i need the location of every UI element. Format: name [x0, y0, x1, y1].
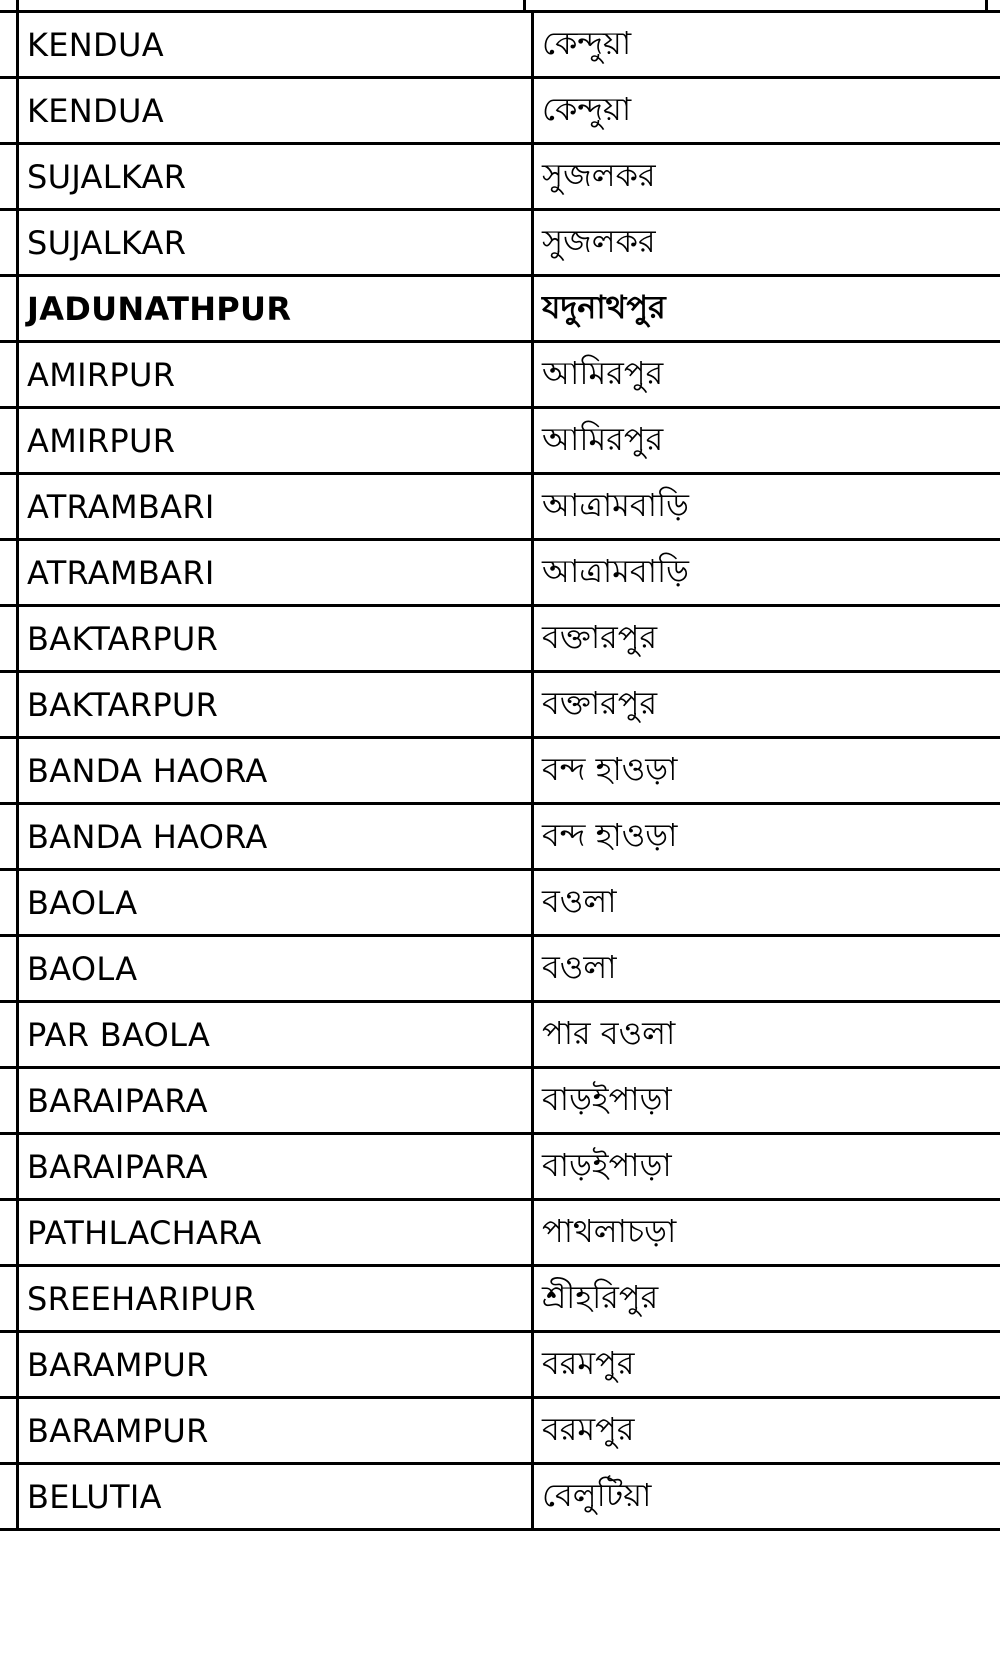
table-row	[0, 12, 1000, 78]
place-names-table	[0, 10, 1000, 1531]
english-name-cell: BANDA HAORA	[18, 804, 533, 870]
row-margin-cell	[0, 804, 18, 870]
table-row	[0, 210, 1000, 276]
bengali-name-cell: সুজলকর	[533, 144, 1000, 210]
english-name-cell: BARAMPUR	[18, 1398, 533, 1464]
english-name-cell: BAKTARPUR	[18, 672, 533, 738]
bengali-name-cell: বন্দ হাওড়া	[533, 738, 1000, 804]
table-row	[0, 738, 1000, 804]
table-row	[0, 1464, 1000, 1530]
english-name-cell: AMIRPUR	[18, 408, 533, 474]
english-name-cell: ATRAMBARI	[18, 540, 533, 606]
table-row	[0, 672, 1000, 738]
bengali-name-cell: কেন্দুয়া	[533, 12, 1000, 78]
bengali-name-cell: বেলুটিয়া	[533, 1464, 1000, 1530]
table-row	[0, 1002, 1000, 1068]
english-name-cell: KENDUA	[18, 12, 533, 78]
bengali-name-cell: বন্দ হাওড়া	[533, 804, 1000, 870]
bengali-name-cell: আমিরপুর	[533, 342, 1000, 408]
row-margin-cell	[0, 870, 18, 936]
row-margin-cell	[0, 1134, 18, 1200]
bengali-name-cell: পার বওলা	[533, 1002, 1000, 1068]
english-name-cell: PAR BAOLA	[18, 1002, 533, 1068]
bengali-name-cell: সুজলকর	[533, 210, 1000, 276]
row-margin-cell	[0, 606, 18, 672]
row-margin-cell	[0, 1464, 18, 1530]
bengali-name-cell: আমিরপুর	[533, 408, 1000, 474]
bengali-name-cell: আত্রামবাড়ি	[533, 540, 1000, 606]
row-margin-cell	[0, 12, 18, 78]
row-margin-cell	[0, 1068, 18, 1134]
row-margin-cell	[0, 1200, 18, 1266]
english-name-cell: BARAMPUR	[18, 1332, 533, 1398]
table-row	[0, 78, 1000, 144]
english-name-cell: ATRAMBARI	[18, 474, 533, 540]
table-row	[0, 144, 1000, 210]
table-row	[0, 1266, 1000, 1332]
bengali-name-cell: বরমপুর	[533, 1332, 1000, 1398]
table-row	[0, 1068, 1000, 1134]
table-row	[0, 1200, 1000, 1266]
table-row	[0, 606, 1000, 672]
row-margin-cell	[0, 540, 18, 606]
table-row	[0, 408, 1000, 474]
row-margin-cell	[0, 1002, 18, 1068]
row-margin-cell	[0, 474, 18, 540]
english-name-cell: BARAIPARA	[18, 1068, 533, 1134]
english-name-cell: AMIRPUR	[18, 342, 533, 408]
table-top-divider	[523, 0, 526, 10]
row-margin-cell	[0, 342, 18, 408]
table-row	[0, 474, 1000, 540]
table-row	[0, 936, 1000, 1002]
table-row	[0, 1134, 1000, 1200]
row-margin-cell	[0, 1266, 18, 1332]
bengali-name-cell: বাড়ইপাড়া	[533, 1134, 1000, 1200]
row-margin-cell	[0, 672, 18, 738]
bengali-name-cell: বাড়ইপাড়া	[533, 1068, 1000, 1134]
table-row	[0, 342, 1000, 408]
table-row	[0, 804, 1000, 870]
table-row	[0, 1332, 1000, 1398]
bengali-name-cell: কেন্দুয়া	[533, 78, 1000, 144]
table-row	[0, 870, 1000, 936]
bengali-name-cell: আত্রামবাড়ি	[533, 474, 1000, 540]
bengali-name-cell: যদুনাথপুর	[533, 276, 1000, 342]
bengali-name-cell: বওলা	[533, 870, 1000, 936]
row-margin-cell	[0, 936, 18, 1002]
english-name-cell: KENDUA	[18, 78, 533, 144]
row-margin-cell	[0, 738, 18, 804]
english-name-cell: SUJALKAR	[18, 210, 533, 276]
row-margin-cell	[0, 1398, 18, 1464]
row-margin-cell	[0, 78, 18, 144]
row-margin-cell	[0, 408, 18, 474]
english-name-cell: BAOLA	[18, 936, 533, 1002]
bengali-name-cell: বরমপুর	[533, 1398, 1000, 1464]
english-name-cell: BANDA HAORA	[18, 738, 533, 804]
english-name-cell: JADUNATHPUR	[18, 276, 533, 342]
row-margin-cell	[0, 1332, 18, 1398]
table-row	[0, 1398, 1000, 1464]
row-margin-cell	[0, 210, 18, 276]
english-name-cell: BARAIPARA	[18, 1134, 533, 1200]
english-name-cell: BELUTIA	[18, 1464, 533, 1530]
table-row	[0, 540, 1000, 606]
bengali-name-cell: বক্তারপুর	[533, 606, 1000, 672]
table-body	[0, 12, 1000, 1530]
row-margin-cell	[0, 144, 18, 210]
english-name-cell: BAOLA	[18, 870, 533, 936]
table-top-divider	[16, 0, 19, 10]
table-top-divider	[985, 0, 988, 10]
bengali-name-cell: বক্তারপুর	[533, 672, 1000, 738]
english-name-cell: SREEHARIPUR	[18, 1266, 533, 1332]
row-margin-cell	[0, 276, 18, 342]
bengali-name-cell: শ্রীহরিপুর	[533, 1266, 1000, 1332]
english-name-cell: BAKTARPUR	[18, 606, 533, 672]
table-row	[0, 276, 1000, 342]
english-name-cell: PATHLACHARA	[18, 1200, 533, 1266]
english-name-cell: SUJALKAR	[18, 144, 533, 210]
bengali-name-cell: বওলা	[533, 936, 1000, 1002]
bengali-name-cell: পাথলাচড়া	[533, 1200, 1000, 1266]
